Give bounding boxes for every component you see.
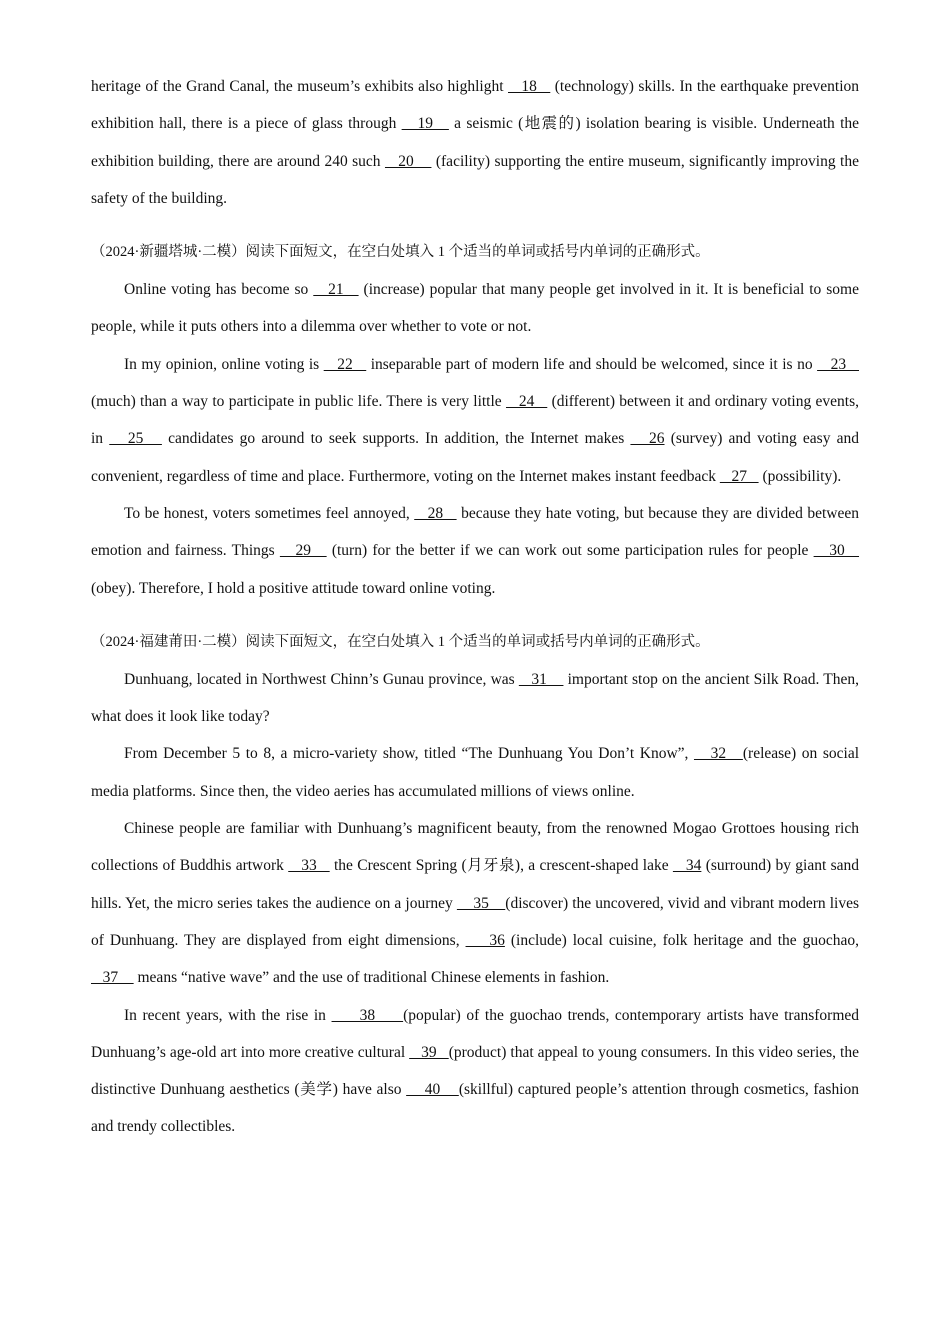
paragraph	[91, 271, 859, 346]
answer-blank: 18	[508, 78, 551, 95]
text-segment: (include) local cuisine, folk heritage and the guochao,	[504, 931, 859, 949]
text-segment: (facility) supporting the entire museum, significantly improving the safety of the building.	[91, 152, 859, 207]
paragraph	[91, 68, 859, 217]
paragraph	[91, 735, 859, 810]
text-segment: In recent years, with the rise in	[124, 1006, 332, 1024]
text-segment: because they hate voting, but because they are divided between emotion and fairness. Things	[91, 504, 859, 560]
answer-blank: 35	[456, 894, 506, 912]
text-segment: (discover) the uncovered, vivid and vibrant modern lives of Dunhuang. They are displayed from eight dimensions,	[91, 894, 860, 949]
answer-blank: 25	[109, 430, 162, 448]
text-segment: Online voting has become so	[124, 281, 314, 299]
text-segment: (surround) by giant sand hills. Yet, the micro series takes the audience on a journey	[91, 857, 859, 912]
text-segment: (skillful) captured people’s attention through cosmetics, fashion and trendy collectibles.	[91, 1081, 860, 1136]
text-segment: important stop on the ancient Silk Road. Then, what does it look like today?	[91, 670, 859, 726]
answer-blank: 28	[414, 504, 457, 522]
answer-blank: 40	[406, 1081, 459, 1099]
text-segment: inseparable part of modern life and should be welcomed, since it is no	[366, 355, 818, 373]
answer-blank: 33	[288, 857, 330, 875]
paragraph	[91, 495, 859, 607]
paragraph	[91, 810, 859, 996]
text-segment: (much) than a way to participate in public life. There is very little	[91, 393, 506, 411]
section-heading: （2024·新疆塔城·二模）阅读下面短文，在空白处填入 1 个适当的单词或括号内单词的正确形式。	[91, 244, 710, 261]
answer-blank: 20	[384, 152, 432, 170]
text-segment: (survey) and voting easy and convenient, regardless of time and place. Furthermore, voting on the Internet makes instant feedback	[91, 430, 860, 485]
answer-blank: 27	[719, 467, 759, 485]
text-segment: (technology) skills. In the earthquake prevention exhibition hall, there is a piece of glass through	[91, 78, 860, 133]
text-segment: (different) between it and ordinary voting events, in	[91, 393, 859, 448]
answer-blank: 19	[401, 115, 449, 133]
answer-blank: 37	[91, 969, 134, 987]
answer-blank: 29	[279, 542, 327, 560]
answer-blank: 21	[313, 281, 359, 299]
text-segment: (product) that appeal to young consumers. In this video series, the distinctive Dunhuang aesthetics (美学) have also	[91, 1043, 859, 1099]
answer-blank: 26	[630, 430, 665, 448]
text-segment: (obey). Therefore, I hold a positive attitude toward online voting.	[91, 579, 496, 597]
answer-blank: 23	[817, 355, 859, 373]
text-segment: From December 5 to 8, a micro-variety show, titled “The Dunhuang You Don’t Know”,	[124, 745, 694, 763]
answer-blank: 38	[331, 1006, 404, 1024]
text-segment: heritage of the Grand Canal, the museum’s exhibits also highlight	[91, 78, 508, 95]
text-segment: (release) on social media platforms. Since then, the video aeries has accumulated millions of views online.	[91, 745, 860, 800]
text-segment: (possibility).	[758, 467, 842, 485]
document-page	[91, 68, 859, 1146]
answer-blank: 22	[323, 355, 367, 373]
paragraph	[91, 346, 859, 495]
answer-blank: 36	[465, 931, 505, 949]
text-segment: In my opinion, online voting is	[124, 355, 324, 373]
section-heading: （2024·福建莆田·二模）阅读下面短文，在空白处填入 1 个适当的单词或括号内单词的正确形式。	[91, 633, 710, 650]
answer-blank: 34	[672, 857, 702, 875]
text-segment: Dunhuang, located in Northwest Chinn’s Gunau province, was	[124, 670, 519, 688]
text-segment: (popular) of the guochao trends, contemporary artists have transformed Dunhuang’s age-old art into more creative cultural	[91, 1006, 859, 1061]
text-segment: (increase) popular that many people get involved in it. It is beneficial to some people, while it puts others into a dilemma over whether to vote or not.	[91, 281, 859, 336]
paragraph	[91, 997, 859, 1146]
text-segment: the Crescent Spring (月牙泉), a crescent-shaped lake	[329, 857, 673, 875]
answer-blank: 24	[505, 393, 548, 411]
text-segment: Chinese people are familiar with Dunhuang’s magnificent beauty, from the renowned Mogao Grottoes housing rich collections of Buddhis artwork	[91, 820, 859, 875]
text-segment: (turn) for the better if we can work out some participation rules for people	[326, 542, 814, 560]
answer-blank: 32	[693, 745, 743, 763]
text-segment: a seismic (地震的) isolation bearing is visible. Underneath the exhibition building, there are around 240 such	[91, 115, 860, 170]
text-segment: means “native wave” and the use of traditional Chinese elements in fashion.	[133, 969, 610, 987]
answer-blank: 30	[813, 542, 860, 560]
text-segment: To be honest, voters sometimes feel annoyed,	[124, 504, 415, 522]
answer-blank: 39	[409, 1043, 449, 1061]
answer-blank: 31	[518, 670, 564, 688]
paragraph	[91, 661, 859, 736]
text-segment: candidates go around to seek supports. In addition, the Internet makes	[161, 430, 631, 448]
